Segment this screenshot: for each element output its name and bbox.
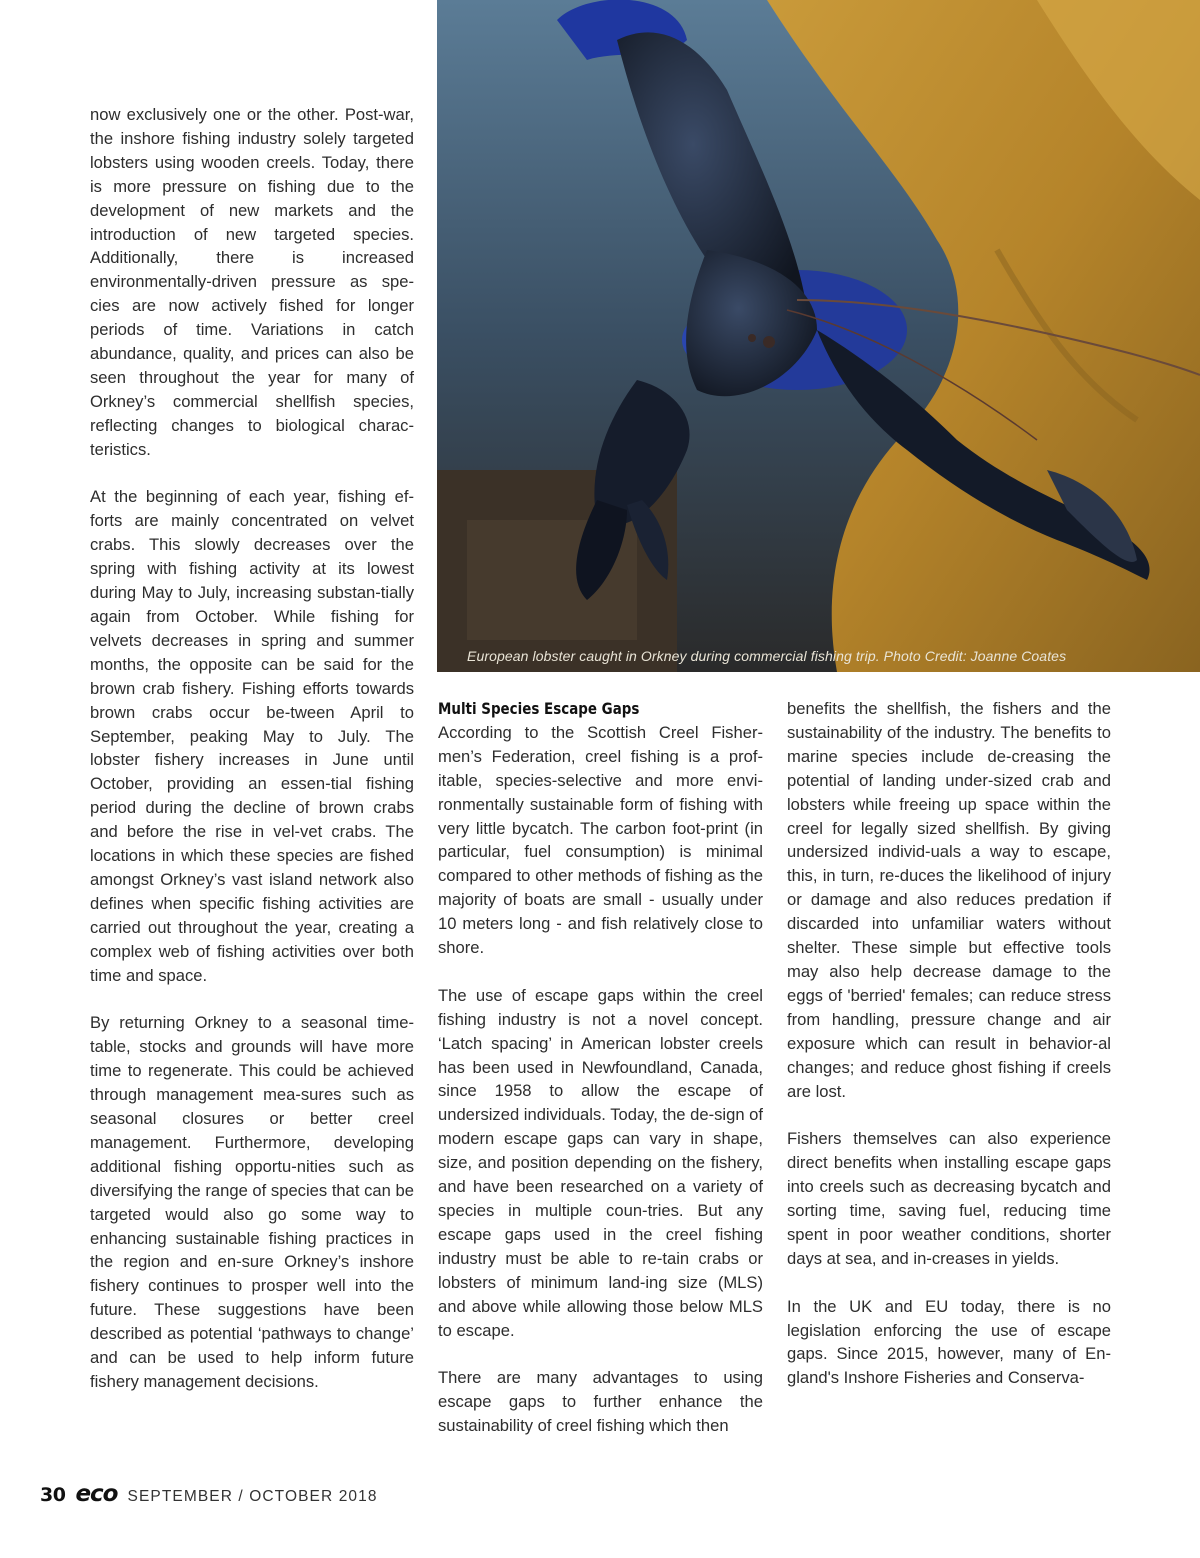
article-column-3: [787, 697, 1111, 1390]
section-subheading: Multi Species Escape Gaps: [438, 699, 640, 718]
page-number: 30: [40, 1484, 66, 1506]
paragraph: According to the Scottish Creel Fisher-men’s Federation, creel fishing is a prof-itable, species-selective and more envi-ronmentally sustainable form of fishing with very little bycatch. The carbon foot-print (in particular, fuel consumption) is minimal compared to other methods of fishing as the majority of boats are small - usually under 10 meters long - and fish relatively close to shore.: [438, 722, 763, 958]
magazine-logo: eco: [75, 1481, 118, 1507]
lobster-illustration: [437, 0, 1200, 672]
paragraph: The use of escape gaps within the creel fishing industry is not a novel concept. ‘Latch spacing’ in American lobster creels has been used in Newfoundland, Canada, since 1958 to allow the escape of undersized individuals. Today, the de-sign of modern escape gaps can vary in shape, size, and position depending on the fishery, and have been researched on a variety of species in multiple coun-tries. But any escape gaps used in the creel fishing industry must be able to re-tain crabs or lobsters of minimum land-ing size (MLS) and above while allowing those below MLS to escape.: [438, 985, 764, 1340]
photo-caption: European lobster caught in Orkney during commercial fishing trip. Photo Credit: Joanne Coates: [467, 648, 1067, 664]
paragraph: There are many advantages to using escape gaps to further enhance the sustainability of creel fishing which then: [438, 1368, 763, 1436]
article-column-1: [90, 103, 414, 1394]
paragraph: benefits the shellfish, the fishers and the sustainability of the industry. The benefits to marine species include de-creasing the potential of landing under-sized crab and lobsters while freeing up space within the creel for legally sized shellfish. By giving undersized individ-uals a way to escape, this, in turn, re-duces the likelihood of injury or damage and also reduces predation if discarded into unfamiliar waters without shelter. These simple but effective tools may also help decrease damage to the eggs of 'berried' females; can reduce stress from handling, pressure change and air exposure which can result in behavior-al changes; and reduce ghost fishing if creels are lost.: [787, 699, 1111, 1101]
paragraph: By returning Orkney to a seasonal time-table, stocks and grounds will have more time to regenerate. This could be achieved through management mea-sures such as seasonal closures or better creel management. Furthermore, developing additional fishing opportu-nities such as diversifying the range of species that can be targeted would also go some way to enhancing sustainable fishing practices in the region and en-sure Orkney’s inshore fishery continues to prosper well into the future. These suggestions have been described as potential ‘pathways to change’ and can be used to help inform future fishery management decisions.: [90, 1013, 414, 1391]
article-column-2: [438, 697, 763, 1438]
issue-date: SEPTEMBER / OCTOBER 2018: [127, 1488, 378, 1505]
page-footer: [40, 1481, 378, 1507]
paragraph: Fishers themselves can also experience direct benefits when installing escape gaps into creels such as decreasing bycatch and sorting time, saving fuel, reducing time spent in poor weather conditions, shorter days at sea, and in-creases in yields.: [787, 1129, 1111, 1268]
lobster-photo: [437, 0, 1200, 672]
paragraph: At the beginning of each year, fishing ef-forts are mainly concentrated on velvet crabs. This slowly decreases over the spring with fishing activity at its lowest during May to July, increasing substan-tially again from October. While fishing for velvets decreases in spring and summer months, the opposite can be said for the brown crab fishery. Fishing efforts towards brown crabs occur be-tween April to September, peaking May to July. The lobster fishery increases in June until October, providing an essen-tial fishing period during the decline of brown crabs and before the rise in vel-vet crabs. The locations in which these species are fished amongst Orkney’s vast island network also defines when specific fishing activities are carried out throughout the year, creating a complex web of fishing activities over both time and space.: [90, 487, 414, 985]
paragraph: In the UK and EU today, there is no legislation enforcing the use of escape gaps. Since 2015, however, many of En-gland's Inshore Fisheries and Conserva-: [787, 1296, 1111, 1388]
paragraph: now exclusively one or the other. Post-war, the inshore fishing industry solely targeted lobsters using wooden creels. Today, there is more pressure on fishing due to the development of new markets and the introduction of new targeted species. Additionally, there is increased environmentally-driven pressure as spe-cies are now actively fished for longer periods of time. Variations in catch abundance, quality, and prices can also be seen throughout the year for many of Orkney’s commercial shellfish species, reflecting changes to biological charac-teristics.: [90, 105, 414, 459]
